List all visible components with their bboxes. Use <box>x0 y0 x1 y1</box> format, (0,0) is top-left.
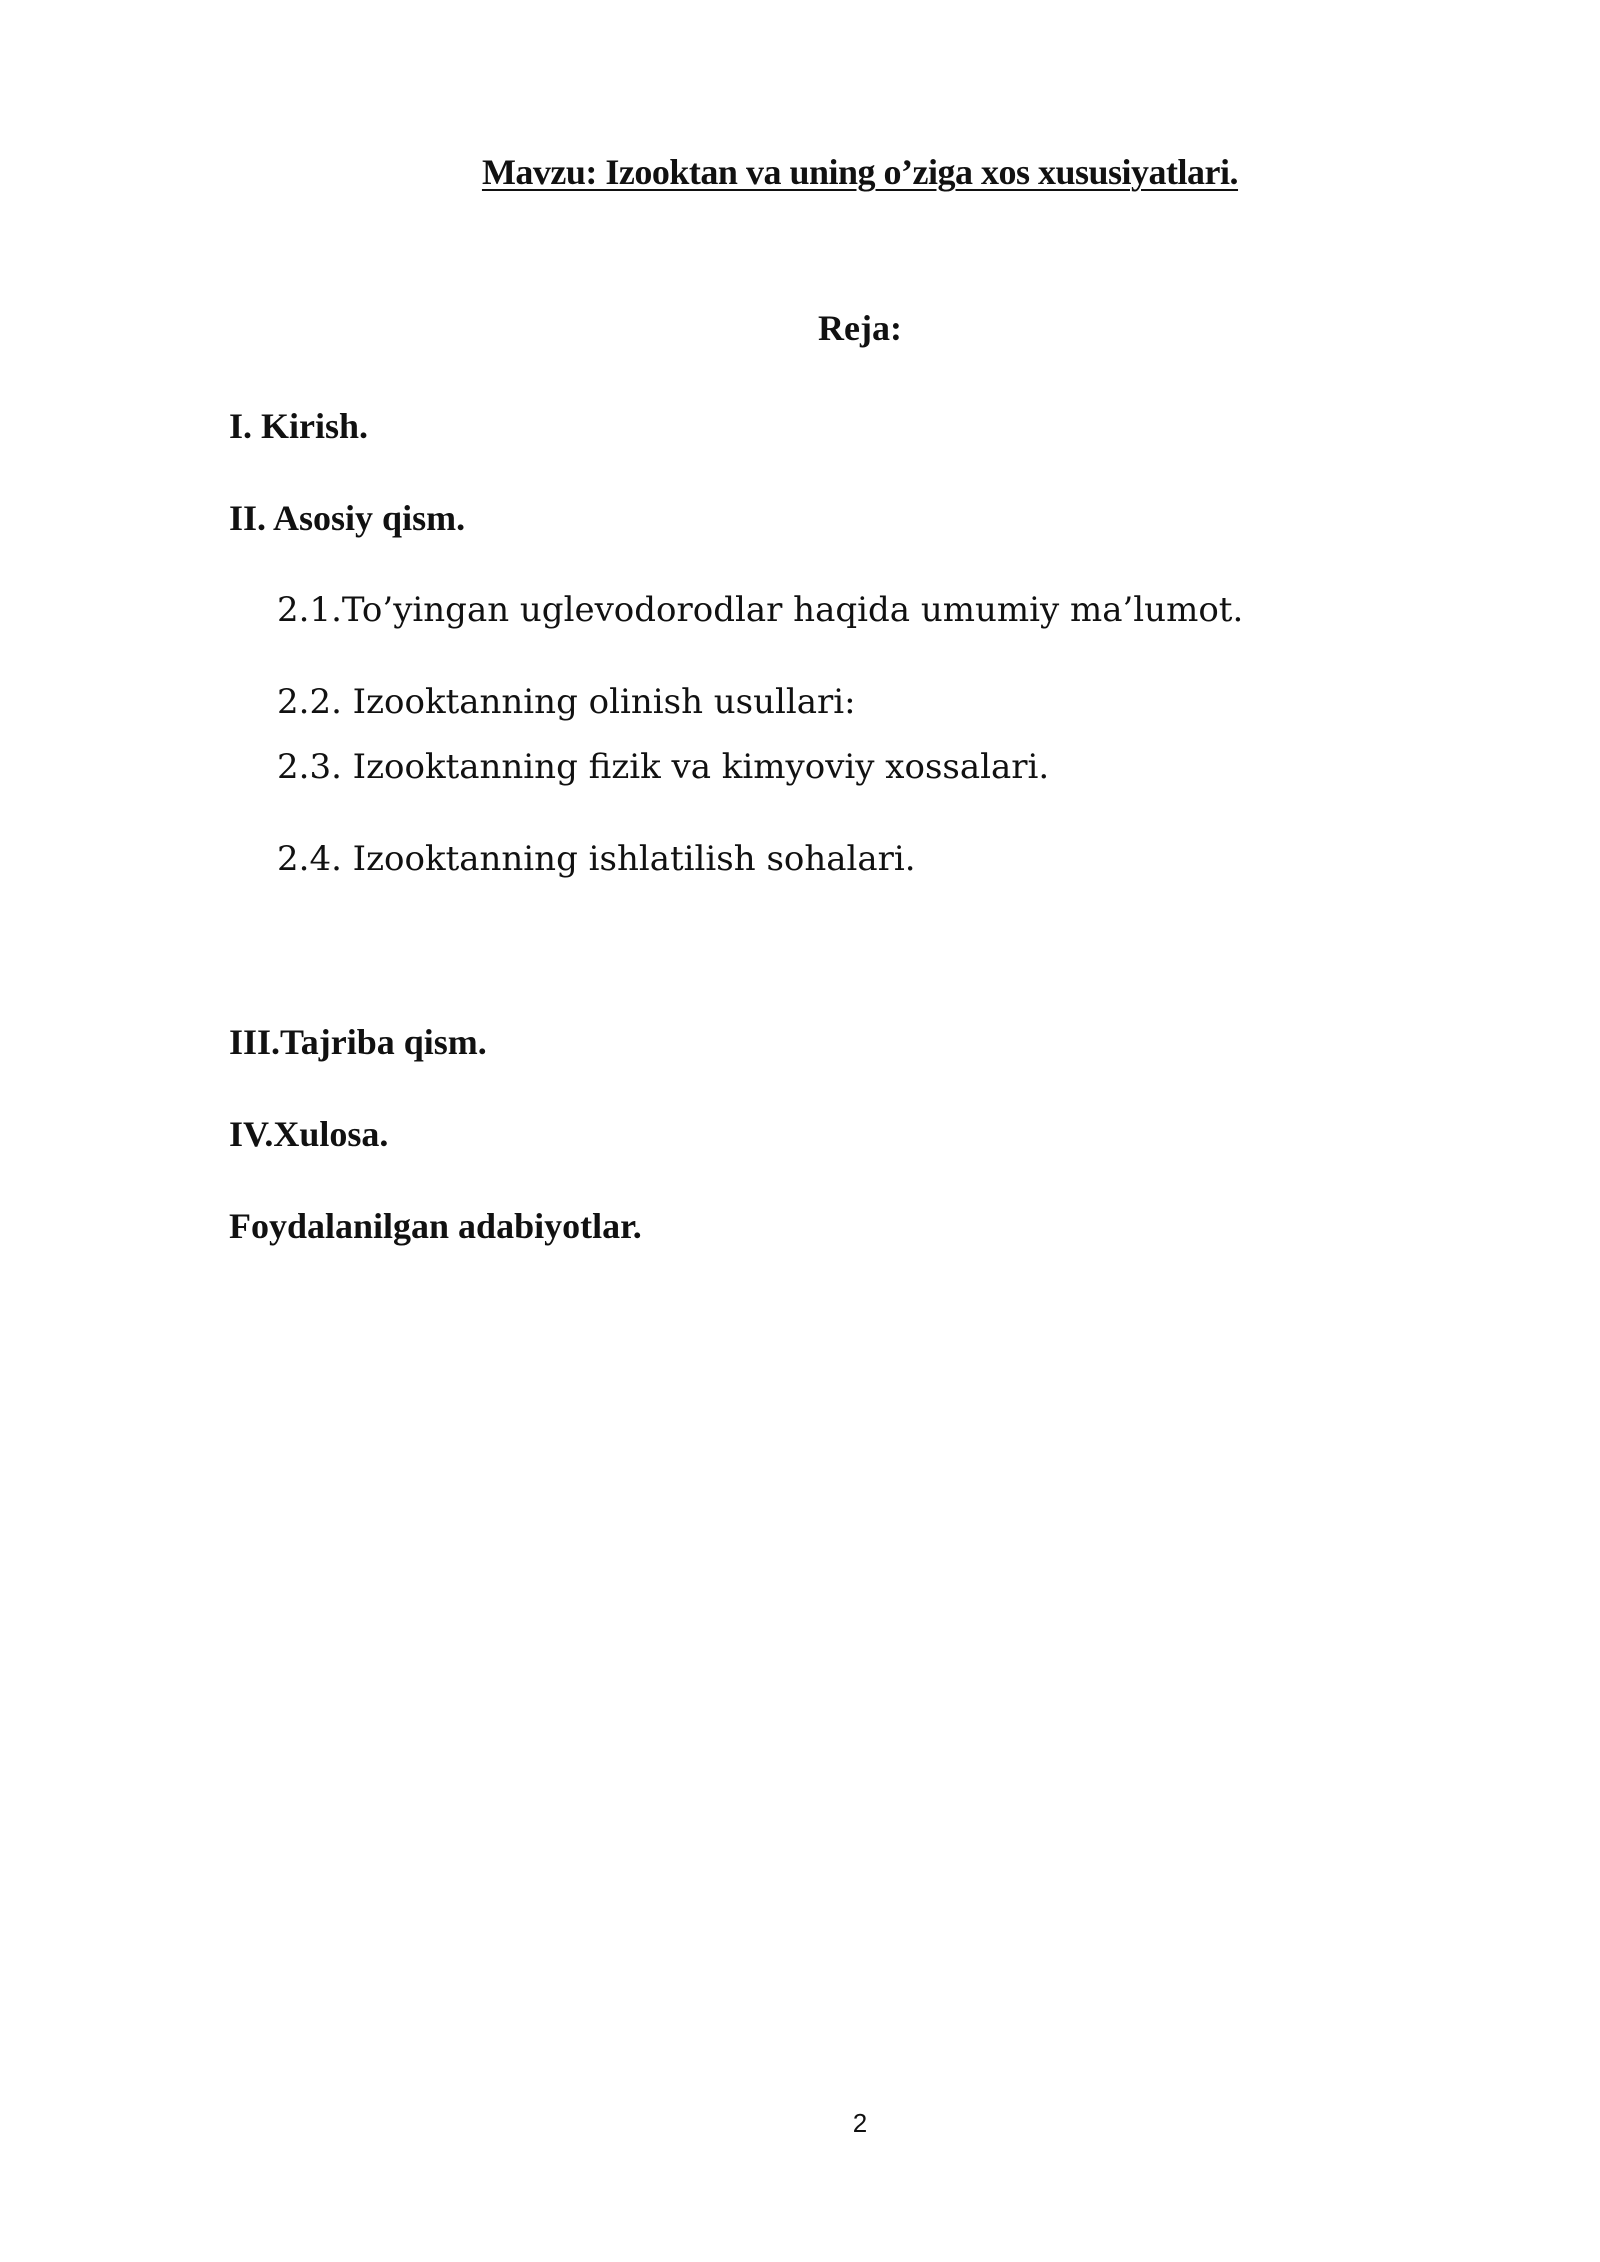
page-number: 2 <box>852 2108 868 2138</box>
plan-heading: Reja: <box>818 308 902 348</box>
section-experiment: III.Tajriba qism. <box>229 1022 487 1062</box>
subsection-2-4: 2.4. Izooktanning ishlatilish sohalari. <box>277 839 916 879</box>
subsection-2-3: 2.3. Izooktanning fizik va kimyoviy xossalari. <box>277 747 1050 787</box>
plan-heading-row <box>0 306 1600 350</box>
section-references: Foydalanilgan adabiyotlar. <box>229 1206 642 1246</box>
subsection-2-2: 2.2. Izooktanning olinish usullari: <box>277 682 856 722</box>
document-title-row <box>0 150 1600 194</box>
section-intro: I. Kirish. <box>229 406 369 446</box>
document-title: Mavzu: Izooktan va uning o’ziga xos xususiyatlari. <box>481 152 1239 192</box>
page-number-row <box>0 2108 1600 2138</box>
section-conclusion: IV.Xulosa. <box>229 1114 389 1154</box>
subsection-2-1: 2.1.To’yingan uglevodorodlar haqida umumiy ma’lumot. <box>277 590 1244 630</box>
section-main-part: II. Asosiy qism. <box>229 498 466 538</box>
